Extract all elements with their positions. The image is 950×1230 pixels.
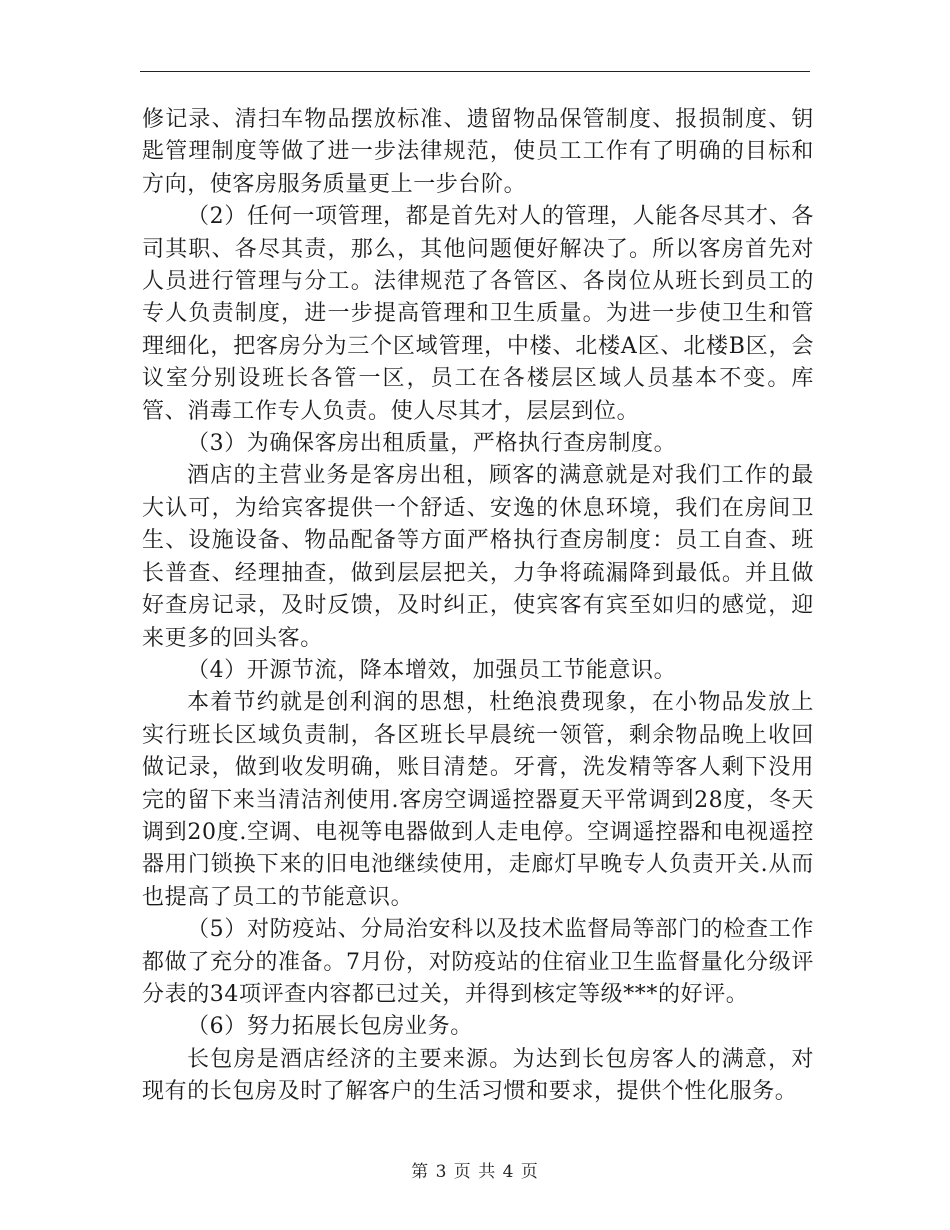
paragraph-item-3-body: 酒店的主营业务是客房出租，顾客的满意就是对我们工作的最大认可，为给宾客提供一个舒适、安逸的休息环境，我们在房间卫生、设施设备、物品配备等方面严格执行查房制度：员工自查、班长普查、经理抽查，做到层层把关，力争将疏漏降到最低。并且做好查房记录，及时反馈，及时纠正，使宾客有宾至如归的感觉，迎来更多的回头客。 — [142, 463, 814, 651]
paragraph-item-6-heading: （6）努力拓展长包房业务。 — [187, 1014, 473, 1040]
paragraph-item-2: （2）任何一项管理，都是首先对人的管理，人能各尽其才、各司其职、各尽其责，那么，其他问题便好解决了。所以客房首先对人员进行管理与分工。法律规范了各管区、各岗位从班长到员工的专人负责制度，进一步提高管理和卫生质量。为进一步使卫生和管理细化，把客房分为三个区域管理，中楼、北楼A区、北楼B区，会议室分别设班长各管一区，员工在各楼层区域人员基本不变。库管、消毒工作专人负责。使人尽其才，层层到位。 — [142, 204, 814, 424]
paragraph-continued: 修记录、清扫车物品摆放标准、遗留物品保管制度、报损制度、钥匙管理制度等做了进一步法律规范，使员工工作有了明确的目标和方向，使客房服务质量更上一步台阶。 — [142, 107, 814, 197]
paragraph-item-5: （5）对防疫站、分局治安科以及技术监督局等部门的检查工作都做了充分的准备。7月份，对防疫站的住宿业卫生监督量化分级评分表的34项评查内容都已过关，并得到核定等级***的好评。 — [142, 917, 814, 1007]
header-rule — [140, 71, 810, 72]
paragraph-item-4-heading: （4）开源节流，降本增效，加强员工节能意识。 — [187, 657, 677, 683]
paragraph-item-6-body: 长包房是酒店经济的主要来源。为达到长包房客人的满意，对现有的长包房及时了解客户的生活习惯和要求，提供个性化服务。 — [142, 1046, 814, 1105]
paragraph-item-3-heading: （3）为确保客房出租质量，严格执行查房制度。 — [187, 431, 677, 457]
page-footer — [0, 1157, 950, 1182]
paragraph-item-4-body: 本着节约就是创利润的思想，杜绝浪费现象，在小物品发放上实行班长区域负责制，各区班长早晨统一领管，剩余物品晚上收回做记录，做到收发明确，账目清楚。牙膏，洗发精等客人剩下没用完的留下来当清洁剂使用.客房空调遥控器夏天平常调到28度，冬天调到20度.空调、电视等电器做到人走电停。空调遥控器和电视遥控器用门锁换下来的旧电池继续使用，走廊灯早晚专人负责开关.从而也提高了员工的节能意识。 — [142, 690, 814, 910]
page-number: 第 3 页 共 4 页 — [411, 1162, 539, 1182]
document-body — [142, 104, 814, 1109]
